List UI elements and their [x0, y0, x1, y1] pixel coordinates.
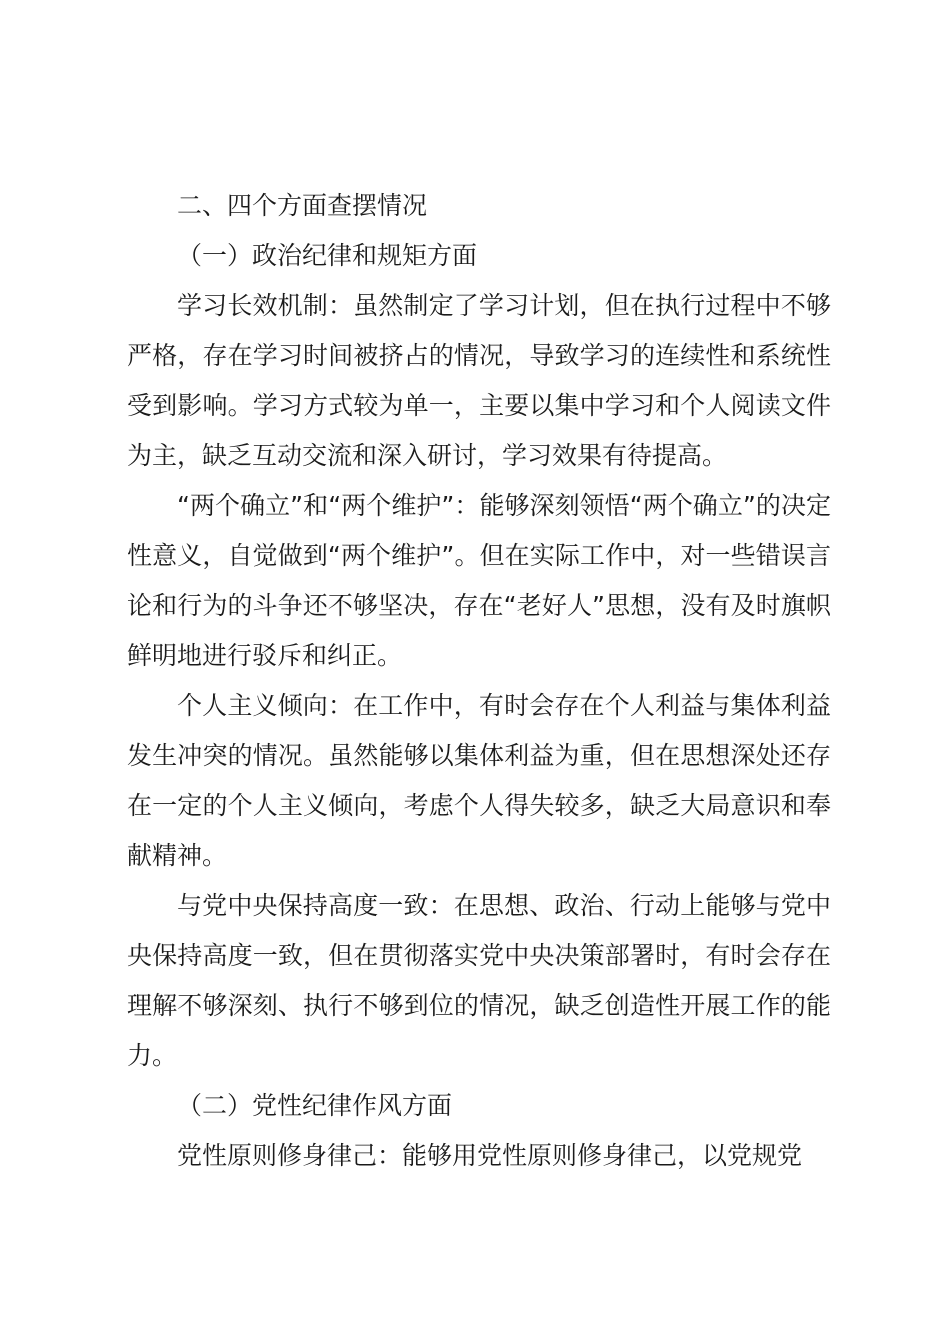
section-heading: 二、四个方面查摆情况: [177, 191, 428, 220]
subsection-heading: （一）政治纪律和规矩方面: [177, 241, 478, 270]
paragraph-study-mechanism: 学习长效机制：虽然制定了学习计划，但在执行过程中不够严格，存在学习时间被挤占的情况，导致学习的连续性和系统性受到影响。学习方式较为单一，主要以集中学习和个人阅读文件为主，缺乏互动交流和深入研讨，学习效果有待提高。: [127, 291, 831, 470]
paragraph-party-spirit: 党性原则修身律己：能够用党性原则修身律己，以党规党: [177, 1141, 803, 1170]
document-body: [127, 181, 831, 1181]
paragraph-individualism: 个人主义倾向：在工作中，有时会存在个人利益与集体利益发生冲突的情况。虽然能够以集体利益为重，但在思想深处还存在一定的个人主义倾向，考虑个人得失较多，缺乏大局意识和奉献精神。: [127, 691, 831, 870]
paragraph-consistency: 与党中央保持高度一致：在思想、政治、行动上能够与党中央保持高度一致，但在贯彻落实党中央决策部署时，有时会存在理解不够深刻、执行不够到位的情况，缺乏创造性开展工作的能力。: [127, 891, 831, 1070]
paragraph-two-establishments: “两个确立”和“两个维护”：能够深刻领悟“两个确立”的决定性意义，自觉做到“两个维护”。但在实际工作中，对一些错误言论和行为的斗争还不够坚决，存在“老好人”思想，没有及时旗帜鲜明地进行驳斥和纠正。: [127, 491, 831, 670]
subsection-heading: （二）党性纪律作风方面: [177, 1091, 453, 1120]
